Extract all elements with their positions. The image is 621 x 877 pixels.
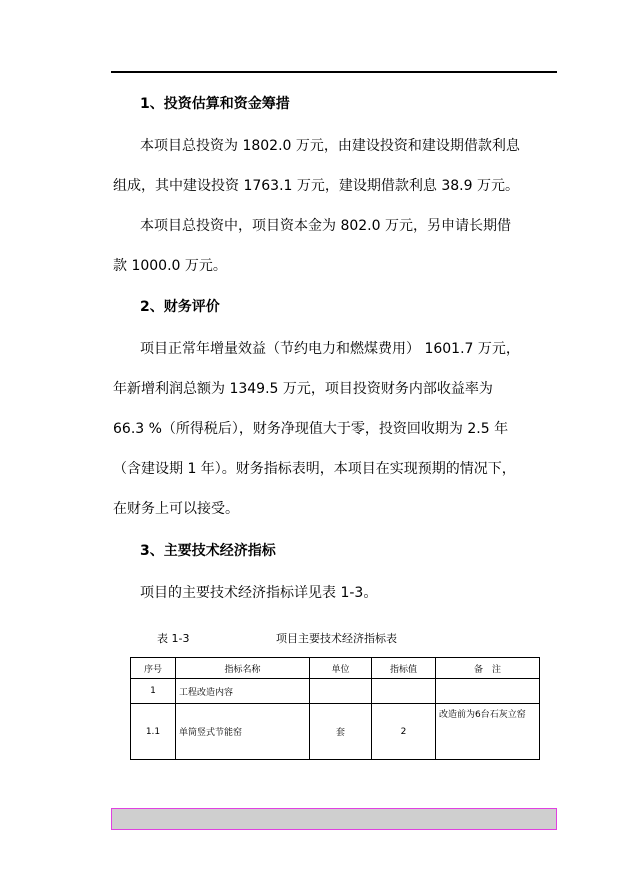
cell-value	[372, 679, 436, 704]
header-unit: 单位	[310, 658, 372, 679]
section3-intro: 项目的主要技术经济指标详见表 1-3。	[140, 585, 378, 601]
header-rule	[111, 71, 557, 73]
section2-line5: 在财务上可以接受。	[113, 501, 239, 517]
table-row	[131, 704, 540, 760]
cell-remark: 改造前为6台石灰立窑	[436, 704, 540, 760]
section2-line3: 66.3 %（所得税后），财务净现值大于零，投资回收期为 2.5 年	[113, 421, 509, 437]
tech-econ-table	[130, 657, 540, 760]
header-indicator-name: 指标名称	[176, 658, 310, 679]
header-remark: 备 注	[436, 658, 540, 679]
section1-para2-line2: 款 1000.0 万元。	[113, 258, 227, 274]
header-seq: 序号	[131, 658, 176, 679]
table-caption-title: 项目主要技术经济指标表	[276, 632, 397, 645]
cell-indicator-name: 工程改造内容	[176, 679, 310, 704]
cell-value: 2	[372, 704, 436, 760]
cell-indicator-name: 单筒竖式节能窑	[176, 704, 310, 760]
cell-unit	[310, 679, 372, 704]
section1-heading: 1、投资估算和资金筹措	[140, 96, 290, 112]
cell-remark	[436, 679, 540, 704]
table-row	[131, 679, 540, 704]
section1-para1-line1: 本项目总投资为 1802.0 万元，由建设投资和建设期借款利息	[140, 138, 520, 154]
table-header-row	[131, 658, 540, 679]
section2-line4: （含建设期 1 年）。财务指标表明，本项目在实现预期的情况下，	[113, 461, 516, 477]
section2-heading: 2、财务评价	[140, 299, 220, 315]
section1-para1-line2: 组成，其中建设投资 1763.1 万元，建设期借款利息 38.9 万元。	[113, 178, 519, 194]
cell-seq: 1.1	[131, 704, 176, 760]
cell-seq: 1	[131, 679, 176, 704]
section1-para2-line1: 本项目总投资中，项目资本金为 802.0 万元，另申请长期借	[140, 218, 511, 234]
header-value: 指标值	[372, 658, 436, 679]
table-caption-number: 表 1-3	[157, 632, 190, 645]
section2-line1: 项目正常年增量效益（节约电力和燃煤费用） 1601.7 万元，	[140, 341, 520, 357]
cell-unit: 套	[310, 704, 372, 760]
section3-heading: 3、主要技术经济指标	[140, 543, 276, 559]
footer-bar	[111, 808, 557, 830]
section2-line2: 年新增利润总额为 1349.5 万元，项目投资财务内部收益率为	[113, 381, 493, 397]
